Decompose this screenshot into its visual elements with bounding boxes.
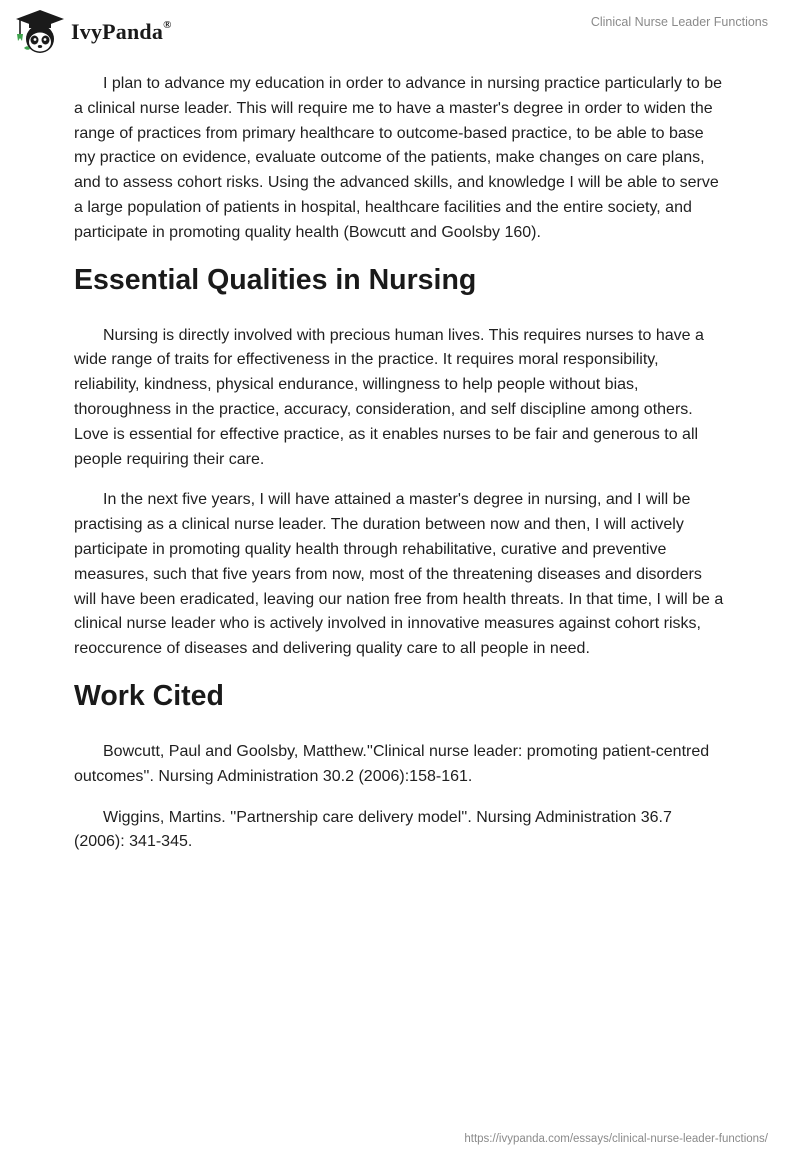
document-title: Clinical Nurse Leader Functions [590,15,768,29]
body-paragraph: In the next five years, I will have attained a master's degree in nursing, and I will be practising as a clinical nurse leader. The duration between now and then, I will actively participate in promoting quality health through rehabilitative, curative and preventive measures, such that five years from now, most of the threatening diseases and disorders will have been eradicated, leaving our nation free from health threats. In that time, I will be a clinical nurse leader who is actively involved in innovative measures against cohort risks, reoccurence of diseases and delivering quality care to all people in need. [74,491,724,658]
citation: Wiggins, Martins. ''Partnership care delivery model''. Nursing Administration 36.7 (2006): 341-345. [74,808,672,851]
source-url[interactable]: https://ivypanda.com/essays/clinical-nurse-leader-functions/ [464,1133,768,1145]
essay-content [74,72,726,871]
page-header [0,0,800,64]
brand-logo[interactable] [14,8,172,56]
panda-graduate-icon [14,8,66,56]
brand-name: IvyPanda® [71,18,172,44]
intro-paragraph: I plan to advance my education in order to advance in nursing practice particularly to be a clinical nurse leader. This will require me to have a master's degree in order to widen the range of practices from primary healthcare to outcome-based practice, to be able to base my practice on evidence, evaluate outcome of the patients, make changes on care plans, and to assess cohort risks. Using the advanced skills, and knowledge I will be able to serve a large population of patients in hospital, healthcare facilities and the entire society, and participate in promoting quality health (Bowcutt and Goolsby 160). [74,75,723,241]
body-paragraph: Nursing is directly involved with precious human lives. This requires nurses to have a wide range of traits for effectiveness in the practice. It requires moral responsibility, reliability, kindness, physical endurance, willingness to help people without bias, thoroughness in the practice, accuracy, consideration, and self discipline among others. Love is essential for effective practice, as it enables nurses to be fair and generous to all people requiring their care. [74,326,704,468]
section-heading-essential-qualities: Essential Qualities in Nursing [74,263,477,296]
citation: Bowcutt, Paul and Goolsby, Matthew.''Clinical nurse leader: promoting patient-centred outcomes''. Nursing Administration 30.2 (2006):158-161. [74,742,710,785]
section-heading-work-cited: Work Cited [74,679,224,712]
